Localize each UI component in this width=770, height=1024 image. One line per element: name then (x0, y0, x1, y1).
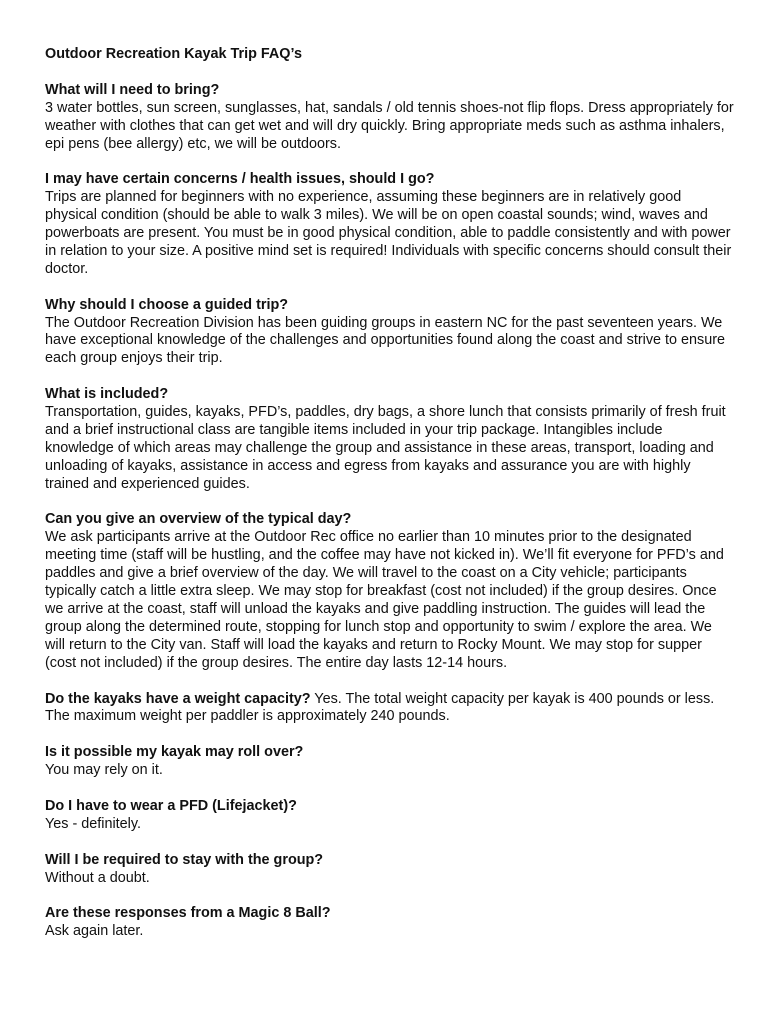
faq-item-roll-over (45, 744, 735, 780)
faq-answer: Ask again later. (45, 923, 144, 940)
faq-question: Is it possible my kayak may roll over? (45, 744, 304, 761)
faq-answer: Yes. The total weight capacity per kayak is 400 pounds or less. The maximum weight per paddler is approximately 240 pounds. (45, 690, 715, 725)
faq-item-health-concerns (45, 171, 735, 278)
faq-answer: Yes - definitely. (45, 815, 141, 832)
faq-question: What will I need to bring? (45, 81, 220, 98)
faq-answer: You may rely on it. (45, 762, 163, 779)
faq-item-whats-included (45, 386, 735, 493)
faq-question: Are these responses from a Magic 8 Ball? (45, 905, 331, 922)
faq-question: Why should I choose a guided trip? (45, 296, 289, 313)
faq-item-magic-8-ball (45, 905, 735, 941)
faq-answer: Transportation, guides, kayaks, PFD’s, paddles, dry bags, a shore lunch that consists primarily of fresh fruit and a brief instructional class are tangible items included in your trip package. Intangibles include knowledge of which areas may challenge the group and assistance in these areas, transport, loading and unloading of kayaks, assistance in access and egress from kayaks and assurance you are with highly trained and experienced guides. (45, 404, 726, 492)
faq-question: Do the kayaks have a weight capacity? (45, 690, 311, 707)
faq-question: What is included? (45, 386, 169, 403)
faq-item-stay-with-group (45, 852, 735, 888)
faq-item-pfd (45, 798, 735, 834)
faq-question: Do I have to wear a PFD (Lifejacket)? (45, 797, 297, 814)
faq-item-typical-day (45, 511, 735, 672)
faq-item-weight-capacity (45, 691, 735, 727)
faq-document (45, 46, 735, 959)
faq-answer: Without a doubt. (45, 869, 150, 886)
faq-question: Can you give an overview of the typical day? (45, 511, 352, 528)
faq-question: Will I be required to stay with the group? (45, 851, 324, 868)
faq-item-what-to-bring (45, 82, 735, 154)
faq-answer: 3 water bottles, sun screen, sunglasses, hat, sandals / old tennis shoes-not flip flops. Dress appropriately for weather with clothes that can get wet and will dry quickly. Bring appropriate meds such as asthma inhalers, epi pens (bee allergy) etc, we will be outdoors. (45, 99, 734, 152)
faq-answer: The Outdoor Recreation Division has been guiding groups in eastern NC for the past seventeen years. We have exceptional knowledge of the challenges and opportunities found along the coast and strive to ensure each group enjoys their trip. (45, 314, 726, 367)
faq-answer: Trips are planned for beginners with no experience, assuming these beginners are in relatively good physical condition (should be able to walk 3 miles). We will be on open coastal sounds; wind, waves and powerboats are present. You must be in good physical condition, able to paddle consistently and with power in relation to your size. A positive mind set is required! Individuals with specific concerns should consult their doctor. (45, 189, 732, 277)
document-title: Outdoor Recreation Kayak Trip FAQ’s (45, 46, 302, 62)
faq-question: I may have certain concerns / health issues, should I go? (45, 171, 435, 188)
faq-item-guided-trip (45, 297, 735, 369)
faq-answer: We ask participants arrive at the Outdoor Rec office no earlier than 10 minutes prior to the designated meeting time (staff will be hustling, and the coffee may have not kicked in). We’ll fit everyone for PFD’s and paddles and give a brief overview of the day. We will travel to the coast on a City vehicle; participants typically catch a little extra sleep. We may stop for breakfast (cost not included) if the group desires. Once we arrive at the coast, staff will unload the kayaks and give paddling instruction. The guides will lead the group along the determined route, stopping for lunch stop and opportunity to swim / explore the area. We will return to the City van. Staff will load the kayaks and return to Rocky Mount. We may stop for supper (cost not included) if the group desires. The entire day lasts 12-14 hours. (45, 529, 724, 671)
